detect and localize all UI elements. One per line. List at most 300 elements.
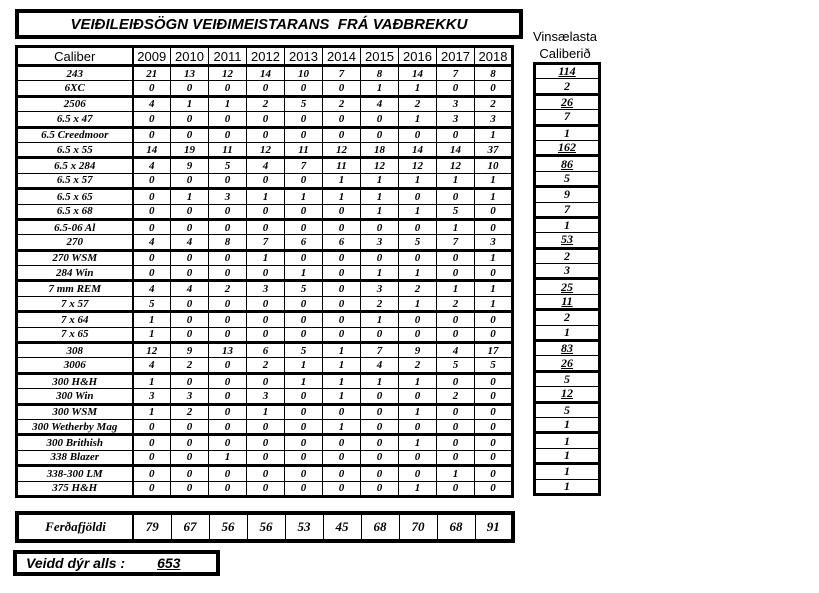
count-cell: 0 xyxy=(399,250,437,265)
count-cell: 0 xyxy=(247,296,285,311)
caliber-cell: 7 x 57 xyxy=(17,296,133,311)
table-row xyxy=(17,189,513,204)
count-cell: 0 xyxy=(209,173,247,188)
caliber-cell: 7 mm REM xyxy=(17,281,133,296)
count-cell: 1 xyxy=(361,312,399,327)
trips-label: Ferðafjöldi xyxy=(17,513,133,541)
total-row xyxy=(535,294,600,309)
count-cell: 3 xyxy=(133,389,171,404)
count-cell: 0 xyxy=(171,266,209,281)
count-cell: 0 xyxy=(285,389,323,404)
count-cell: 0 xyxy=(133,219,171,234)
count-cell: 3 xyxy=(171,389,209,404)
total-cell: 5 xyxy=(535,371,600,386)
count-cell: 1 xyxy=(475,189,513,204)
caliber-cell: 3006 xyxy=(17,358,133,373)
table-row xyxy=(17,158,513,173)
count-cell: 0 xyxy=(209,481,247,496)
count-cell: 0 xyxy=(133,450,171,465)
count-cell: 0 xyxy=(285,112,323,127)
caliber-cell: 300 H&H xyxy=(17,373,133,388)
count-cell: 0 xyxy=(133,466,171,481)
count-cell: 4 xyxy=(247,158,285,173)
total-row xyxy=(535,279,600,294)
count-cell: 0 xyxy=(285,466,323,481)
caliber-cell: 375 H&H xyxy=(17,481,133,496)
count-cell: 1 xyxy=(475,127,513,142)
count-cell: 1 xyxy=(323,358,361,373)
count-cell: 1 xyxy=(437,281,475,296)
count-cell: 2 xyxy=(361,296,399,311)
count-cell: 21 xyxy=(133,66,171,81)
count-cell: 0 xyxy=(399,450,437,465)
count-cell: 0 xyxy=(285,435,323,450)
count-cell: 0 xyxy=(285,204,323,219)
total-row xyxy=(535,417,600,432)
count-cell: 0 xyxy=(323,327,361,342)
count-cell: 1 xyxy=(247,250,285,265)
count-cell: 1 xyxy=(437,466,475,481)
year-header-cell: 2015 xyxy=(361,47,399,66)
total-row xyxy=(535,448,600,463)
count-cell: 3 xyxy=(209,189,247,204)
count-cell: 0 xyxy=(133,127,171,142)
count-cell: 1 xyxy=(437,173,475,188)
count-cell: 0 xyxy=(171,296,209,311)
count-cell: 8 xyxy=(209,235,247,250)
count-cell: 0 xyxy=(285,219,323,234)
count-cell: 14 xyxy=(399,142,437,157)
count-cell: 4 xyxy=(133,96,171,111)
header-row xyxy=(17,47,513,66)
count-cell: 0 xyxy=(437,127,475,142)
count-cell: 11 xyxy=(209,142,247,157)
count-cell: 0 xyxy=(475,466,513,481)
count-cell: 0 xyxy=(133,250,171,265)
count-cell: 1 xyxy=(475,281,513,296)
total-cell: 5 xyxy=(535,171,600,186)
count-cell: 8 xyxy=(475,66,513,81)
count-cell: 1 xyxy=(133,373,171,388)
count-cell: 0 xyxy=(285,450,323,465)
count-cell: 0 xyxy=(209,112,247,127)
count-cell: 5 xyxy=(285,281,323,296)
total-cell: 25 xyxy=(535,279,600,294)
count-cell: 0 xyxy=(247,266,285,281)
total-cell: 86 xyxy=(535,156,600,171)
count-cell: 0 xyxy=(247,466,285,481)
total-cell: 3 xyxy=(535,264,600,279)
count-cell: 0 xyxy=(209,435,247,450)
count-cell: 1 xyxy=(247,404,285,419)
trip-count-cell: 45 xyxy=(323,513,361,541)
count-cell: 0 xyxy=(399,312,437,327)
year-header-cell: 2014 xyxy=(323,47,361,66)
count-cell: 0 xyxy=(171,419,209,434)
count-cell: 0 xyxy=(323,481,361,496)
count-cell: 7 xyxy=(361,343,399,358)
count-cell: 12 xyxy=(133,343,171,358)
table-row xyxy=(17,66,513,81)
table-row xyxy=(17,296,513,311)
count-cell: 14 xyxy=(399,66,437,81)
total-cell: 83 xyxy=(535,341,600,356)
count-cell: 0 xyxy=(437,266,475,281)
count-cell: 1 xyxy=(475,250,513,265)
caliber-cell: 338 Blazer xyxy=(17,450,133,465)
caliber-cell: 270 WSM xyxy=(17,250,133,265)
total-cell: 1 xyxy=(535,217,600,232)
count-cell: 0 xyxy=(247,435,285,450)
count-cell: 0 xyxy=(171,250,209,265)
page-title: VEIÐILEIÐSÖGN VEIÐIMEISTARANS FRÁ VAÐBREKKU xyxy=(70,15,468,33)
count-cell: 0 xyxy=(285,481,323,496)
table-row xyxy=(17,173,513,188)
count-cell: 4 xyxy=(171,281,209,296)
total-row xyxy=(535,464,600,479)
count-cell: 2 xyxy=(247,358,285,373)
total-row xyxy=(535,94,600,109)
count-cell: 6 xyxy=(285,235,323,250)
trip-count-cell: 70 xyxy=(399,513,437,541)
count-cell: 1 xyxy=(437,219,475,234)
popular-caliber-label-line2: Caliberið xyxy=(539,46,591,61)
count-cell: 2 xyxy=(171,358,209,373)
count-cell: 6 xyxy=(323,235,361,250)
trip-count-cell: 56 xyxy=(247,513,285,541)
count-cell: 9 xyxy=(171,158,209,173)
count-cell: 1 xyxy=(209,450,247,465)
count-cell: 0 xyxy=(361,404,399,419)
count-cell: 0 xyxy=(475,219,513,234)
count-cell: 0 xyxy=(133,419,171,434)
count-cell: 0 xyxy=(247,173,285,188)
caliber-cell: 6.5 x 68 xyxy=(17,204,133,219)
total-row xyxy=(535,325,600,340)
total-row xyxy=(535,125,600,140)
count-cell: 5 xyxy=(133,296,171,311)
count-cell: 0 xyxy=(361,450,399,465)
total-row xyxy=(535,356,600,371)
caliber-cell: 6.5 Creedmoor xyxy=(17,127,133,142)
count-cell: 0 xyxy=(475,327,513,342)
count-cell: 0 xyxy=(285,419,323,434)
count-cell: 0 xyxy=(475,419,513,434)
count-cell: 0 xyxy=(361,419,399,434)
count-cell: 1 xyxy=(475,173,513,188)
count-cell: 0 xyxy=(209,419,247,434)
total-row xyxy=(535,233,600,248)
count-cell: 0 xyxy=(399,127,437,142)
count-cell: 5 xyxy=(285,343,323,358)
count-cell: 0 xyxy=(171,173,209,188)
count-cell: 19 xyxy=(171,142,209,157)
count-cell: 2 xyxy=(247,96,285,111)
count-cell: 0 xyxy=(171,204,209,219)
count-cell: 0 xyxy=(361,127,399,142)
count-cell: 0 xyxy=(437,312,475,327)
count-cell: 1 xyxy=(285,373,323,388)
table-row xyxy=(17,404,513,419)
count-cell: 2 xyxy=(399,358,437,373)
count-cell: 1 xyxy=(361,373,399,388)
count-cell: 4 xyxy=(133,158,171,173)
count-cell: 12 xyxy=(209,66,247,81)
caliber-column-header: Caliber xyxy=(17,47,133,66)
count-cell: 0 xyxy=(437,419,475,434)
count-cell: 0 xyxy=(361,389,399,404)
count-cell: 1 xyxy=(399,373,437,388)
total-cell: 1 xyxy=(535,433,600,448)
count-cell: 0 xyxy=(285,250,323,265)
caliber-cell: 270 xyxy=(17,235,133,250)
total-row xyxy=(535,248,600,263)
year-header-cell: 2012 xyxy=(247,47,285,66)
count-cell: 0 xyxy=(247,450,285,465)
count-cell: 1 xyxy=(285,358,323,373)
count-cell: 7 xyxy=(323,66,361,81)
total-cell: 1 xyxy=(535,417,600,432)
count-cell: 0 xyxy=(247,312,285,327)
count-cell: 0 xyxy=(323,435,361,450)
caliber-cell: 6.5-06 Al xyxy=(17,219,133,234)
count-cell: 1 xyxy=(323,189,361,204)
count-cell: 1 xyxy=(399,112,437,127)
count-cell: 1 xyxy=(361,204,399,219)
count-cell: 13 xyxy=(171,66,209,81)
total-cell: 9 xyxy=(535,187,600,202)
count-cell: 5 xyxy=(437,204,475,219)
count-cell: 3 xyxy=(437,96,475,111)
total-row xyxy=(535,341,600,356)
count-cell: 37 xyxy=(475,142,513,157)
count-cell: 0 xyxy=(209,250,247,265)
count-cell: 10 xyxy=(285,66,323,81)
table-row xyxy=(17,419,513,434)
caliber-cell: 6.5 x 284 xyxy=(17,158,133,173)
year-header-cell: 2017 xyxy=(437,47,475,66)
total-row xyxy=(535,479,600,494)
year-header-cell: 2010 xyxy=(171,47,209,66)
count-cell: 10 xyxy=(475,158,513,173)
count-cell: 0 xyxy=(133,481,171,496)
table-row xyxy=(17,358,513,373)
count-cell: 0 xyxy=(437,404,475,419)
count-cell: 1 xyxy=(361,173,399,188)
count-cell: 0 xyxy=(285,296,323,311)
count-cell: 0 xyxy=(209,81,247,96)
popular-caliber-label-line1: Vinsælasta xyxy=(532,29,598,44)
count-cell: 17 xyxy=(475,343,513,358)
total-row xyxy=(535,217,600,232)
count-cell: 0 xyxy=(437,450,475,465)
count-cell: 0 xyxy=(323,219,361,234)
count-cell: 2 xyxy=(437,296,475,311)
count-cell: 0 xyxy=(247,204,285,219)
count-cell: 7 xyxy=(247,235,285,250)
total-cell: 26 xyxy=(535,94,600,109)
count-cell: 3 xyxy=(361,235,399,250)
count-cell: 1 xyxy=(361,189,399,204)
count-cell: 4 xyxy=(361,96,399,111)
count-cell: 5 xyxy=(399,235,437,250)
count-cell: 0 xyxy=(171,450,209,465)
count-cell: 1 xyxy=(399,173,437,188)
count-cell: 0 xyxy=(323,266,361,281)
count-cell: 3 xyxy=(247,281,285,296)
count-cell: 0 xyxy=(285,327,323,342)
grand-total-box xyxy=(13,550,220,576)
count-cell: 9 xyxy=(171,343,209,358)
count-cell: 0 xyxy=(171,481,209,496)
table-row xyxy=(17,343,513,358)
count-cell: 0 xyxy=(247,81,285,96)
total-row xyxy=(535,387,600,402)
count-cell: 5 xyxy=(285,96,323,111)
count-cell: 0 xyxy=(209,373,247,388)
count-cell: 7 xyxy=(285,158,323,173)
count-cell: 12 xyxy=(361,158,399,173)
count-cell: 0 xyxy=(437,481,475,496)
count-cell: 2 xyxy=(475,96,513,111)
total-row xyxy=(535,140,600,155)
table-row xyxy=(17,435,513,450)
count-cell: 1 xyxy=(323,419,361,434)
count-cell: 12 xyxy=(323,142,361,157)
count-cell: 0 xyxy=(437,81,475,96)
count-cell: 0 xyxy=(399,389,437,404)
count-cell: 0 xyxy=(171,373,209,388)
count-cell: 0 xyxy=(285,312,323,327)
trip-count-cell: 91 xyxy=(475,513,513,541)
count-cell: 1 xyxy=(361,266,399,281)
count-cell: 0 xyxy=(171,435,209,450)
count-cell: 0 xyxy=(171,112,209,127)
count-cell: 0 xyxy=(399,327,437,342)
count-cell: 0 xyxy=(171,327,209,342)
table-row xyxy=(17,281,513,296)
count-cell: 0 xyxy=(133,204,171,219)
count-cell: 0 xyxy=(437,327,475,342)
count-cell: 0 xyxy=(247,219,285,234)
caliber-cell: 284 Win xyxy=(17,266,133,281)
count-cell: 0 xyxy=(247,112,285,127)
table-row xyxy=(17,112,513,127)
caliber-cell: 308 xyxy=(17,343,133,358)
count-cell: 1 xyxy=(133,327,171,342)
count-cell: 1 xyxy=(399,81,437,96)
count-cell: 8 xyxy=(361,66,399,81)
count-cell: 3 xyxy=(361,281,399,296)
count-cell: 1 xyxy=(247,189,285,204)
count-cell: 0 xyxy=(361,481,399,496)
count-cell: 13 xyxy=(209,343,247,358)
year-header-cell: 2011 xyxy=(209,47,247,66)
count-cell: 2 xyxy=(323,96,361,111)
count-cell: 2 xyxy=(399,281,437,296)
count-cell: 0 xyxy=(285,81,323,96)
count-cell: 1 xyxy=(133,404,171,419)
total-row xyxy=(535,371,600,386)
total-row xyxy=(535,64,600,79)
count-cell: 5 xyxy=(475,358,513,373)
table-row xyxy=(17,204,513,219)
count-cell: 0 xyxy=(399,219,437,234)
count-cell: 1 xyxy=(399,266,437,281)
count-cell: 1 xyxy=(399,204,437,219)
caliber-year-table xyxy=(15,45,514,498)
count-cell: 0 xyxy=(437,435,475,450)
caliber-cell: 300 Brithish xyxy=(17,435,133,450)
caliber-cell: 300 WSM xyxy=(17,404,133,419)
count-cell: 0 xyxy=(209,296,247,311)
count-cell: 0 xyxy=(399,466,437,481)
table-row xyxy=(17,235,513,250)
count-cell: 0 xyxy=(133,266,171,281)
count-cell: 12 xyxy=(247,142,285,157)
count-cell: 0 xyxy=(323,281,361,296)
count-cell: 0 xyxy=(209,358,247,373)
count-cell: 0 xyxy=(361,327,399,342)
count-cell: 0 xyxy=(171,81,209,96)
total-cell: 11 xyxy=(535,294,600,309)
count-cell: 5 xyxy=(437,358,475,373)
count-cell: 0 xyxy=(475,373,513,388)
grand-total-value: 653 xyxy=(157,555,181,571)
count-cell: 0 xyxy=(209,219,247,234)
count-cell: 0 xyxy=(475,81,513,96)
total-cell: 2 xyxy=(535,310,600,325)
total-cell: 26 xyxy=(535,356,600,371)
year-header-cell: 2013 xyxy=(285,47,323,66)
count-cell: 0 xyxy=(285,404,323,419)
total-cell: 53 xyxy=(535,233,600,248)
count-cell: 1 xyxy=(209,96,247,111)
count-cell: 3 xyxy=(437,112,475,127)
count-cell: 0 xyxy=(171,219,209,234)
count-cell: 3 xyxy=(247,389,285,404)
table-row xyxy=(17,96,513,111)
caliber-cell: 7 x 64 xyxy=(17,312,133,327)
table-row xyxy=(17,219,513,234)
table-row xyxy=(17,81,513,96)
count-cell: 0 xyxy=(171,127,209,142)
count-cell: 0 xyxy=(285,127,323,142)
trips-row xyxy=(17,513,513,541)
caliber-cell: 6.5 x 55 xyxy=(17,142,133,157)
total-cell: 7 xyxy=(535,110,600,125)
total-cell: 162 xyxy=(535,140,600,155)
count-cell: 1 xyxy=(399,296,437,311)
grand-total-label: Veidd dýr alls : xyxy=(26,555,126,571)
caliber-cell: 6.5 x 65 xyxy=(17,189,133,204)
count-cell: 5 xyxy=(209,158,247,173)
count-cell: 0 xyxy=(323,112,361,127)
count-cell: 1 xyxy=(399,481,437,496)
caliber-cell: 300 Wetherby Mag xyxy=(17,419,133,434)
total-row xyxy=(535,433,600,448)
table-row xyxy=(17,373,513,388)
total-row xyxy=(535,187,600,202)
total-cell: 2 xyxy=(535,79,600,94)
count-cell: 3 xyxy=(475,235,513,250)
count-cell: 0 xyxy=(323,81,361,96)
total-cell: 1 xyxy=(535,479,600,494)
table-row xyxy=(17,389,513,404)
caliber-cell: 6.5 x 47 xyxy=(17,112,133,127)
total-row xyxy=(535,156,600,171)
table-row xyxy=(17,450,513,465)
